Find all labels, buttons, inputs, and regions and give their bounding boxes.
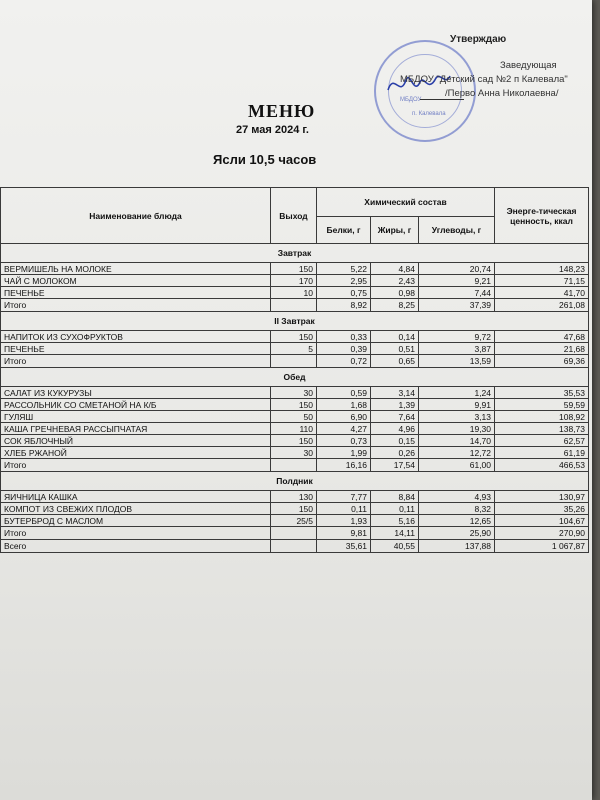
total-row <box>1 299 589 312</box>
dish-carbs: 12,65 <box>419 515 495 527</box>
dish-fats: 0,26 <box>371 447 419 459</box>
section-name: Обед <box>1 368 589 387</box>
dish-fats: 1,39 <box>371 399 419 411</box>
dish-proteins: 4,27 <box>317 423 371 435</box>
total-output <box>271 527 317 540</box>
table-row <box>1 491 589 503</box>
section-header <box>1 244 589 263</box>
table-row <box>1 503 589 515</box>
dish-name: РАССОЛЬНИК СО СМЕТАНОЙ НА К/Б <box>1 399 271 411</box>
dish-fats: 0,98 <box>371 287 419 299</box>
dish-carbs: 8,32 <box>419 503 495 515</box>
dish-energy: 59,59 <box>495 399 589 411</box>
dish-carbs: 3,13 <box>419 411 495 423</box>
dish-fats: 4,84 <box>371 263 419 275</box>
dish-name: ПЕЧЕНЬЕ <box>1 287 271 299</box>
grand-total-row <box>1 540 589 553</box>
dish-name: КОМПОТ ИЗ СВЕЖИХ ПЛОДОВ <box>1 503 271 515</box>
dish-output: 130 <box>271 491 317 503</box>
dish-proteins: 5,22 <box>317 263 371 275</box>
col-chem-header: Химический состав <box>317 188 495 217</box>
table-row <box>1 399 589 411</box>
dish-name: БУТЕРБРОД С МАСЛОМ <box>1 515 271 527</box>
dish-energy: 130,97 <box>495 491 589 503</box>
grand-total-output <box>271 540 317 553</box>
total-carbs: 13,59 <box>419 355 495 368</box>
table-row <box>1 275 589 287</box>
dish-proteins: 6,90 <box>317 411 371 423</box>
dish-fats: 0,14 <box>371 331 419 343</box>
dish-proteins: 7,77 <box>317 491 371 503</box>
table-row <box>1 387 589 399</box>
dish-proteins: 0,33 <box>317 331 371 343</box>
col-dish-header: Наименование блюда <box>1 188 271 244</box>
dish-fats: 5,16 <box>371 515 419 527</box>
dish-carbs: 1,24 <box>419 387 495 399</box>
total-row <box>1 355 589 368</box>
dish-proteins: 1,93 <box>317 515 371 527</box>
total-energy: 270,90 <box>495 527 589 540</box>
dish-output: 150 <box>271 263 317 275</box>
total-label: Итого <box>1 459 271 472</box>
col-energy-header <box>495 188 589 244</box>
dish-proteins: 2,95 <box>317 275 371 287</box>
dish-proteins: 0,73 <box>317 435 371 447</box>
dish-name: ЯИЧНИЦА КАШКА <box>1 491 271 503</box>
dish-fats: 0,51 <box>371 343 419 355</box>
head-title: Заведующая <box>500 60 557 71</box>
total-fats: 14,11 <box>371 527 419 540</box>
section-name: Полдник <box>1 472 589 491</box>
dish-output: 10 <box>271 287 317 299</box>
dish-carbs: 12,72 <box>419 447 495 459</box>
dish-name: ХЛЕБ РЖАНОЙ <box>1 447 271 459</box>
dish-fats: 4,96 <box>371 423 419 435</box>
total-label: Итого <box>1 299 271 312</box>
dish-carbs: 9,72 <box>419 331 495 343</box>
page-title: МЕНЮ <box>248 101 316 121</box>
dish-name: КАША ГРЕЧНЕВАЯ РАССЫПЧАТАЯ <box>1 423 271 435</box>
grand-total-carbs: 137,88 <box>419 540 495 553</box>
stamp-text-1: МБДОУ <box>400 97 422 103</box>
dish-energy: 148,23 <box>495 263 589 275</box>
total-carbs: 61,00 <box>419 459 495 472</box>
grand-total-energy: 1 067,87 <box>495 540 589 553</box>
dish-output: 150 <box>271 399 317 411</box>
col-carbs-header: Углеводы, г <box>419 217 495 244</box>
total-label: Итого <box>1 355 271 368</box>
dish-energy: 21,68 <box>495 343 589 355</box>
table-row <box>1 263 589 275</box>
total-output <box>271 299 317 312</box>
dish-name: САЛАТ ИЗ КУКУРУЗЫ <box>1 387 271 399</box>
dish-fats: 7,64 <box>371 411 419 423</box>
dish-carbs: 9,21 <box>419 275 495 287</box>
dish-output: 30 <box>271 387 317 399</box>
head-name: /Перво Анна Николаевна/ <box>445 88 559 99</box>
dish-proteins: 0,11 <box>317 503 371 515</box>
dish-energy: 62,57 <box>495 435 589 447</box>
dish-output: 5 <box>271 343 317 355</box>
total-fats: 17,54 <box>371 459 419 472</box>
dish-proteins: 0,75 <box>317 287 371 299</box>
total-row <box>1 459 589 472</box>
dish-name: ГУЛЯШ <box>1 411 271 423</box>
dish-energy: 104,67 <box>495 515 589 527</box>
dish-energy: 47,68 <box>495 331 589 343</box>
menu-table <box>0 187 589 553</box>
dish-carbs: 3,87 <box>419 343 495 355</box>
table-row <box>1 287 589 299</box>
dish-proteins: 0,39 <box>317 343 371 355</box>
grand-total-label: Всего <box>1 540 271 553</box>
col-energy-label: Энерге-тическая ценность, ккал <box>506 205 577 226</box>
section-name: II Завтрак <box>1 312 589 331</box>
dish-carbs: 9,91 <box>419 399 495 411</box>
dish-proteins: 1,68 <box>317 399 371 411</box>
section-name: Завтрак <box>1 244 589 263</box>
col-output-header: Выход <box>271 188 317 244</box>
dish-carbs: 4,93 <box>419 491 495 503</box>
dish-fats: 8,84 <box>371 491 419 503</box>
dish-name: СОК ЯБЛОЧНЫЙ <box>1 435 271 447</box>
dish-energy: 71,15 <box>495 275 589 287</box>
total-proteins: 16,16 <box>317 459 371 472</box>
dish-energy: 41,70 <box>495 287 589 299</box>
signature-line <box>420 99 464 100</box>
section-header <box>1 312 589 331</box>
total-row <box>1 527 589 540</box>
table-row <box>1 331 589 343</box>
dish-proteins: 0,59 <box>317 387 371 399</box>
total-output <box>271 459 317 472</box>
section-header <box>1 472 589 491</box>
total-carbs: 37,39 <box>419 299 495 312</box>
dish-fats: 0,11 <box>371 503 419 515</box>
dish-fats: 0,15 <box>371 435 419 447</box>
dish-fats: 2,43 <box>371 275 419 287</box>
dish-output: 110 <box>271 423 317 435</box>
approve-label: Утверждаю <box>450 34 507 45</box>
dish-energy: 35,53 <box>495 387 589 399</box>
dish-energy: 35,26 <box>495 503 589 515</box>
table-row <box>1 447 589 459</box>
dish-energy: 108,92 <box>495 411 589 423</box>
dish-fats: 3,14 <box>371 387 419 399</box>
dish-name: ПЕЧЕНЬЕ <box>1 343 271 355</box>
dish-carbs: 7,44 <box>419 287 495 299</box>
total-fats: 0,65 <box>371 355 419 368</box>
dish-output: 25/5 <box>271 515 317 527</box>
dish-name: ЧАЙ С МОЛОКОМ <box>1 275 271 287</box>
total-fats: 8,25 <box>371 299 419 312</box>
total-energy: 466,53 <box>495 459 589 472</box>
dish-output: 150 <box>271 435 317 447</box>
col-fats-header: Жиры, г <box>371 217 419 244</box>
dish-carbs: 20,74 <box>419 263 495 275</box>
stamp-text-2: п. Калевала <box>412 111 446 117</box>
total-energy: 69,36 <box>495 355 589 368</box>
dish-output: 30 <box>271 447 317 459</box>
table-row <box>1 515 589 527</box>
total-proteins: 9,81 <box>317 527 371 540</box>
table-row <box>1 343 589 355</box>
dish-carbs: 19,30 <box>419 423 495 435</box>
table-row <box>1 411 589 423</box>
table-row <box>1 423 589 435</box>
section-header <box>1 368 589 387</box>
dish-name: ВЕРМИШЕЛЬ НА МОЛОКЕ <box>1 263 271 275</box>
total-proteins: 8,92 <box>317 299 371 312</box>
dish-output: 170 <box>271 275 317 287</box>
menu-body <box>1 244 589 553</box>
dish-energy: 138,73 <box>495 423 589 435</box>
total-proteins: 0,72 <box>317 355 371 368</box>
head-organization: МБДОУ "Детский сад №2 п Калевала" <box>400 74 568 85</box>
total-carbs: 25,90 <box>419 527 495 540</box>
total-output <box>271 355 317 368</box>
dish-output: 150 <box>271 503 317 515</box>
dish-output: 150 <box>271 331 317 343</box>
dish-name: НАПИТОК ИЗ СУХОФРУКТОВ <box>1 331 271 343</box>
grand-total-fats: 40,55 <box>371 540 419 553</box>
total-label: Итого <box>1 527 271 540</box>
menu-date: 27 мая 2024 г. <box>236 124 309 136</box>
dish-output: 50 <box>271 411 317 423</box>
menu-subtitle: Ясли 10,5 часов <box>213 152 317 167</box>
table-row <box>1 435 589 447</box>
dish-proteins: 1,99 <box>317 447 371 459</box>
total-energy: 261,08 <box>495 299 589 312</box>
dish-carbs: 14,70 <box>419 435 495 447</box>
grand-total-proteins: 35,61 <box>317 540 371 553</box>
dish-energy: 61,19 <box>495 447 589 459</box>
col-proteins-header: Белки, г <box>317 217 371 244</box>
